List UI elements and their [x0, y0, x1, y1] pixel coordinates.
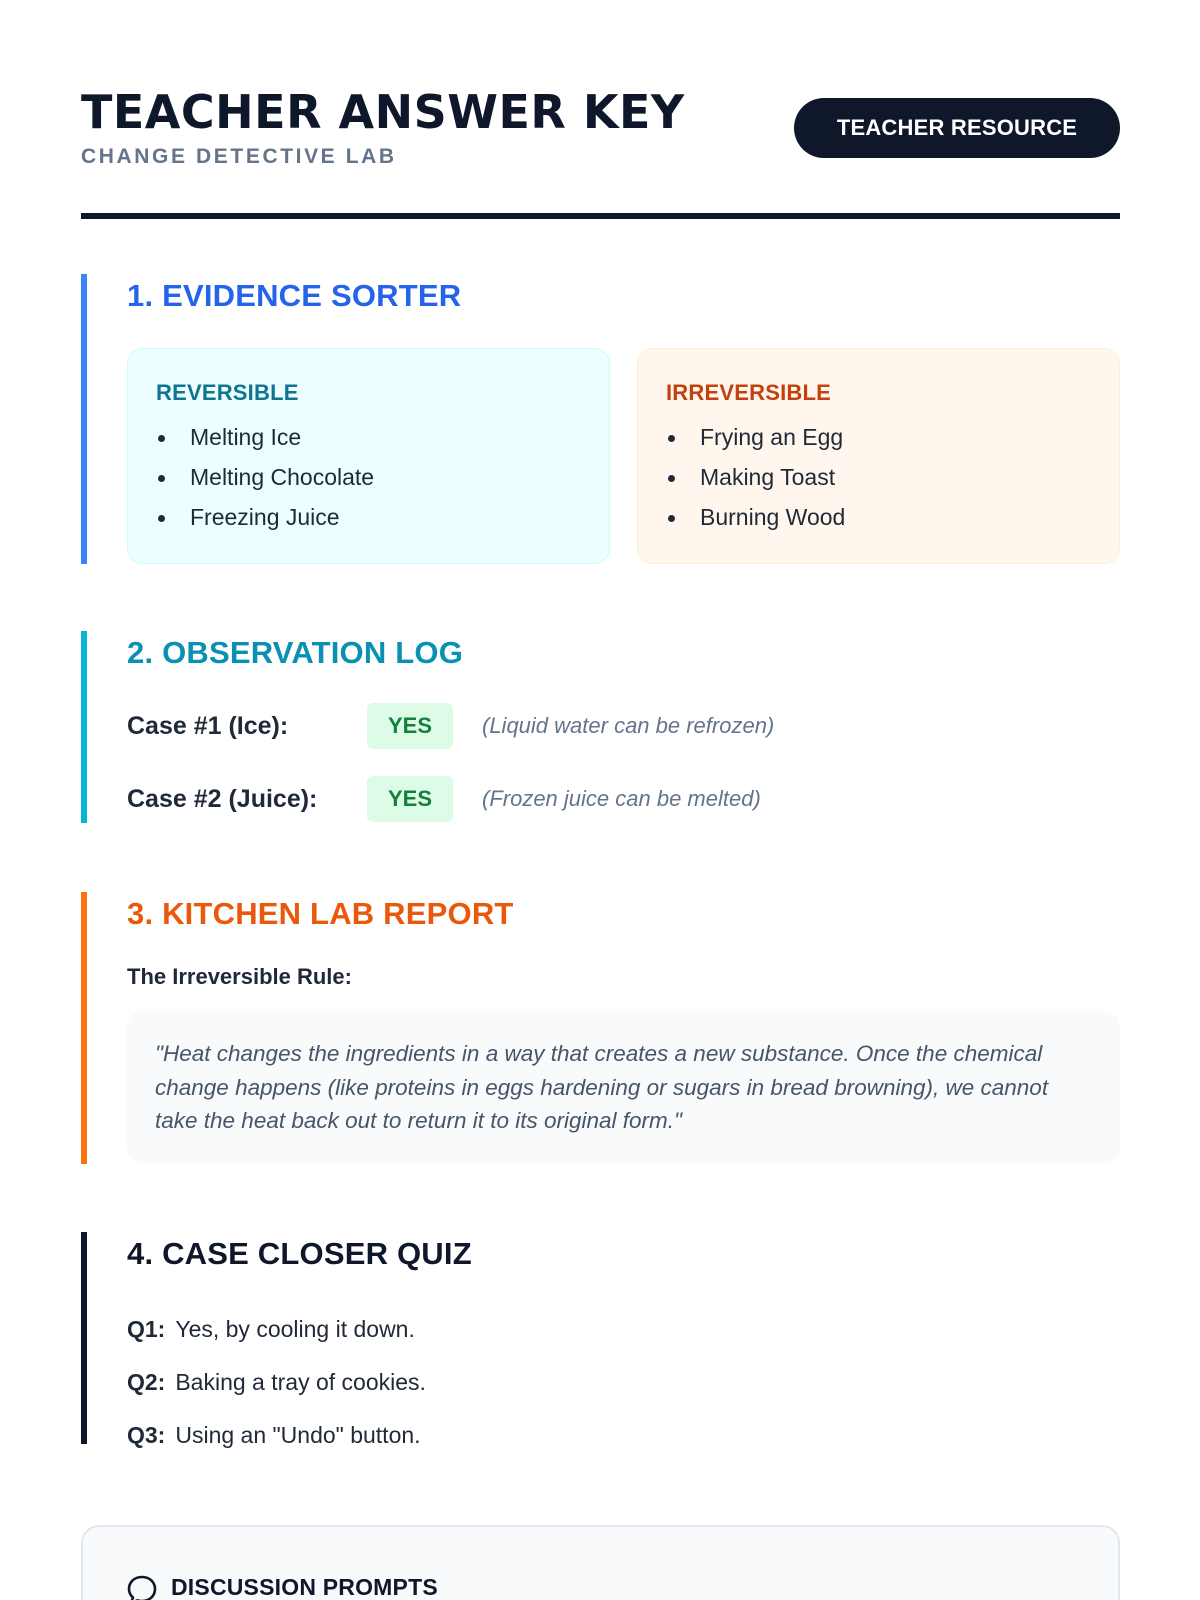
section-title: 2. OBSERVATION LOG [127, 635, 464, 670]
question-number: Q2: [127, 1369, 166, 1395]
case-closer-quiz-section [81, 1232, 1120, 1448]
list-item: Burning Wood [666, 497, 1091, 537]
list-item: Frying an Egg [666, 417, 1091, 457]
section-accent-bar [81, 892, 87, 1164]
answer-key-page [81, 0, 1120, 1600]
page-header [81, 80, 1120, 220]
case-label: Case #2 (Juice): [127, 785, 318, 813]
section-accent-bar [81, 274, 87, 564]
rule-quote-box [127, 1011, 1120, 1164]
teacher-resource-badge: TEACHER RESOURCE [794, 98, 1120, 158]
list-item: Making Toast [666, 457, 1091, 497]
section-title: 4. CASE CLOSER QUIZ [127, 1236, 472, 1271]
answer-text: Yes, by cooling it down. [175, 1316, 415, 1342]
list-item: Melting Chocolate [156, 457, 581, 497]
evidence-sorter-section [81, 274, 1120, 564]
quiz-answer [127, 1418, 421, 1452]
reversible-list [156, 417, 581, 537]
reversible-label: REVERSIBLE [156, 380, 299, 405]
quiz-answer [127, 1312, 415, 1346]
question-number: Q3: [127, 1422, 166, 1448]
header-divider [81, 213, 1120, 219]
observation-log-section [81, 631, 1120, 823]
quiz-answer [127, 1365, 426, 1399]
irreversible-label: IRREVERSIBLE [666, 380, 831, 405]
irreversible-card [637, 348, 1120, 564]
answer-chip: YES [367, 703, 453, 749]
irreversible-list [666, 417, 1091, 537]
speech-bubble-icon [125, 1573, 159, 1600]
section-accent-bar [81, 1232, 87, 1444]
observation-row [127, 776, 1087, 822]
answer-chip: YES [367, 776, 453, 822]
section-accent-bar [81, 631, 87, 823]
list-item: Melting Ice [156, 417, 581, 457]
section-title: 3. KITCHEN LAB REPORT [127, 896, 514, 931]
answer-text: Baking a tray of cookies. [175, 1369, 426, 1395]
reversible-card [127, 348, 610, 564]
section-title: 1. EVIDENCE SORTER [127, 278, 462, 313]
rule-quote: "Heat changes the ingredients in a way that creates a new substance. Once the chemical change happens (like proteins in eggs hardening or sugars in bread browning), we cannot take the heat back out to return it to its original form." [155, 1041, 1049, 1133]
discussion-prompts-box [81, 1525, 1120, 1600]
answer-text: Using an "Undo" button. [175, 1422, 421, 1448]
case-note: (Frozen juice can be melted) [482, 786, 761, 811]
list-item: Freezing Juice [156, 497, 581, 537]
question-number: Q1: [127, 1316, 166, 1342]
page-title: TEACHER ANSWER KEY [81, 85, 685, 139]
rule-label: The Irreversible Rule: [127, 964, 352, 989]
case-note: (Liquid water can be refrozen) [482, 713, 775, 738]
discussion-title: DISCUSSION PROMPTS [171, 1574, 438, 1600]
page-subtitle: CHANGE DETECTIVE LAB [81, 145, 397, 168]
case-label: Case #1 (Ice): [127, 712, 289, 740]
observation-row [127, 703, 1087, 749]
kitchen-lab-report-section [81, 892, 1120, 1164]
